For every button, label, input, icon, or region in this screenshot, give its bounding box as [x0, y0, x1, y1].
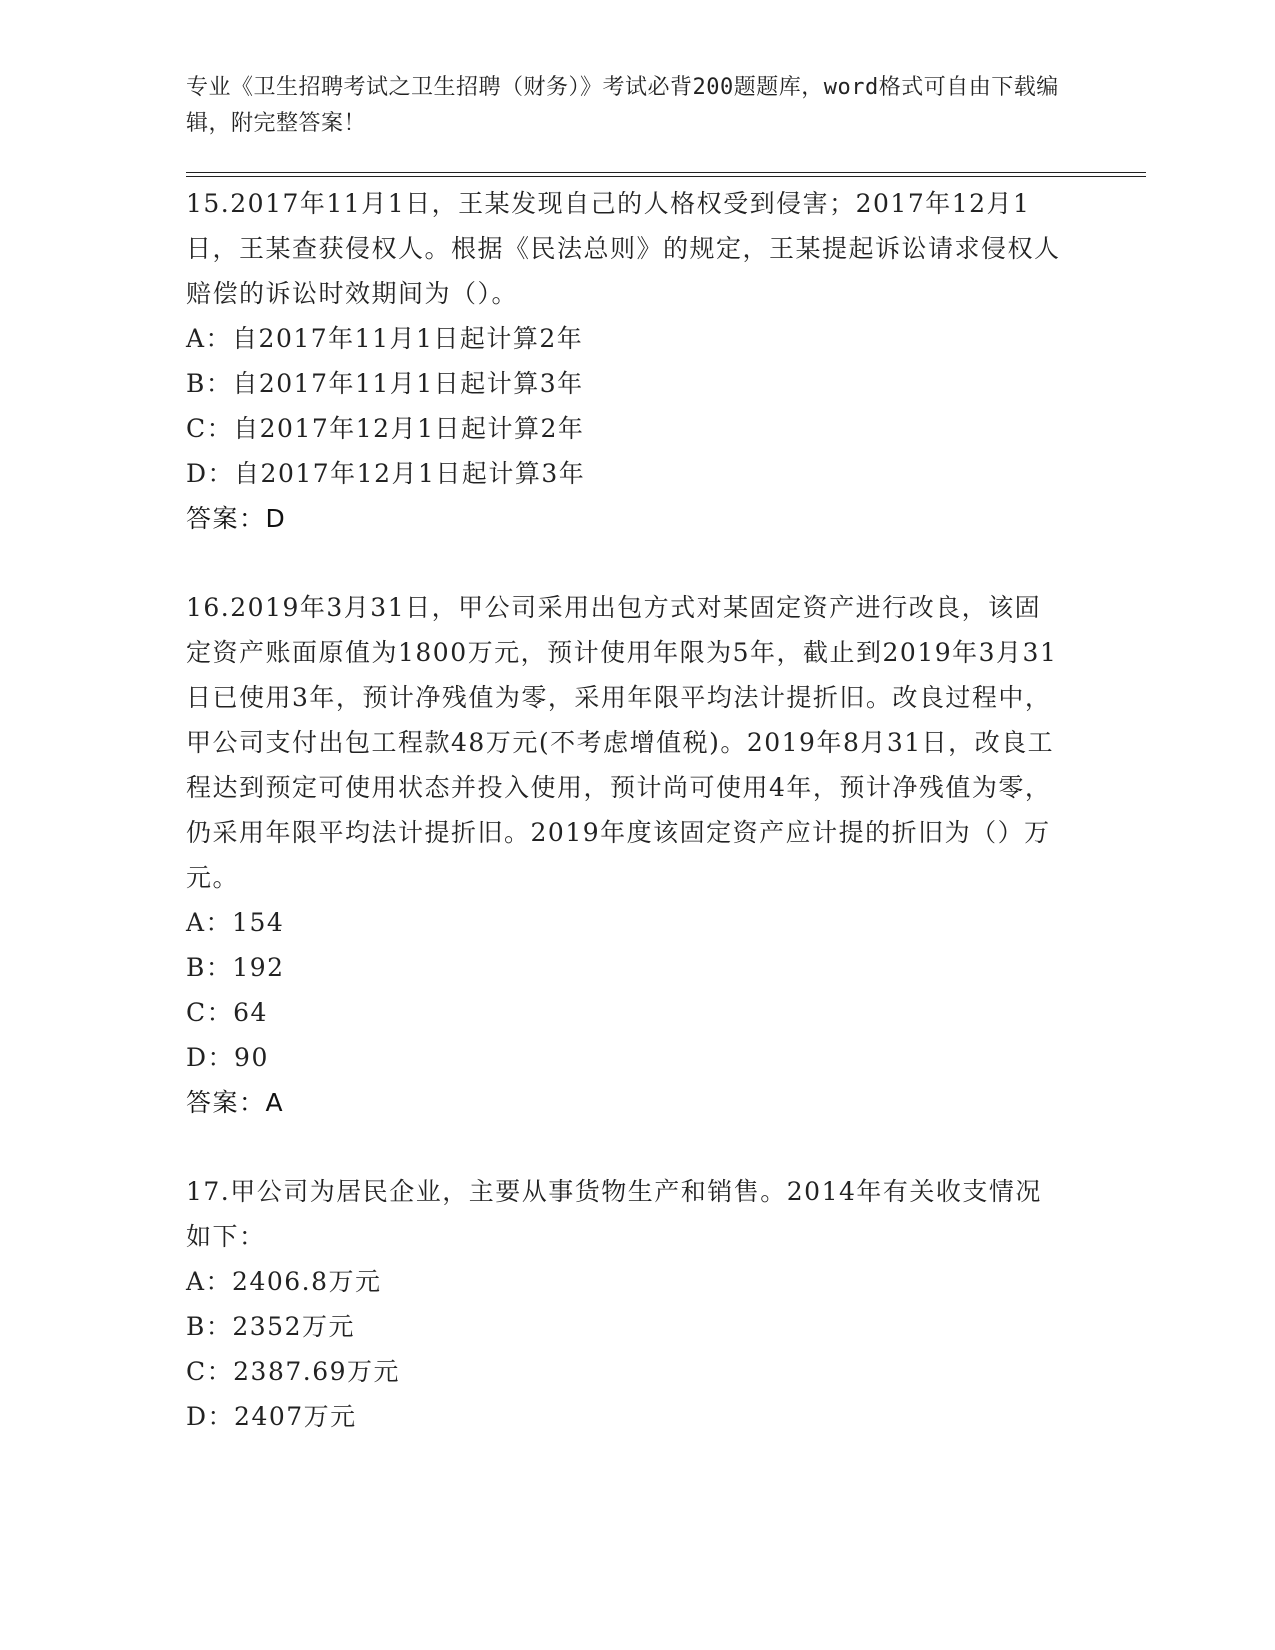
question-text: 17.甲公司为居民企业，主要从事货物生产和销售。2014年有关收支情况如下： [186, 1177, 1042, 1251]
answer-line: 答案：D [186, 504, 287, 533]
question-spacer [186, 1125, 1146, 1169]
option-b: B：自2017年11月1日起计算3年 [186, 369, 584, 398]
document-intro: 专业《卫生招聘考试之卫生招聘（财务）》考试必背200题题库，word格式可自由下载编辑，附完整答案！ [186, 75, 1059, 136]
option-c: C：64 [186, 998, 268, 1027]
option-b: B：192 [186, 953, 285, 982]
question-15 [186, 181, 1066, 541]
answer-line: 答案：A [186, 1088, 285, 1117]
option-a: A：自2017年11月1日起计算2年 [186, 324, 584, 353]
option-d: D：自2017年12月1日起计算3年 [186, 459, 586, 488]
option-c: C：自2017年12月1日起计算2年 [186, 414, 585, 443]
option-d: D：2407万元 [186, 1402, 357, 1431]
option-b: B：2352万元 [186, 1312, 355, 1341]
option-a: A：2406.8万元 [186, 1267, 382, 1296]
question-text: 16.2019年3月31日，甲公司采用出包方式对某固定资产进行改良，该固定资产账面原值为1800万元，预计使用年限为5年，截止到2019年3月31日已使用3年，预计净残值为零，采用年限平均法计提折旧。改良过程中，甲公司支付出包工程款48万元(不考虑增值税)。2019年8月31日，改良工程达到预定可使用状态并投入使用，预计尚可使用4年，预计净残值为零，仍采用年限平均法计提折旧。2019年度该固定资产应计提的折旧为（）万元。 [186, 593, 1058, 892]
question-17 [186, 1169, 1066, 1439]
question-16 [186, 585, 1066, 1125]
double-rule-divider [186, 172, 1146, 177]
question-text: 15.2017年11月1日，王某发现自己的人格权受到侵害；2017年12月1日，王某查获侵权人。根据《民法总则》的规定，王某提起诉讼请求侵权人赔偿的诉讼时效期间为（）。 [186, 189, 1061, 308]
document-page [186, 70, 1146, 1439]
option-d: D：90 [186, 1043, 269, 1072]
option-c: C：2387.69万元 [186, 1357, 401, 1386]
question-spacer [186, 541, 1146, 585]
option-a: A：154 [186, 908, 285, 937]
